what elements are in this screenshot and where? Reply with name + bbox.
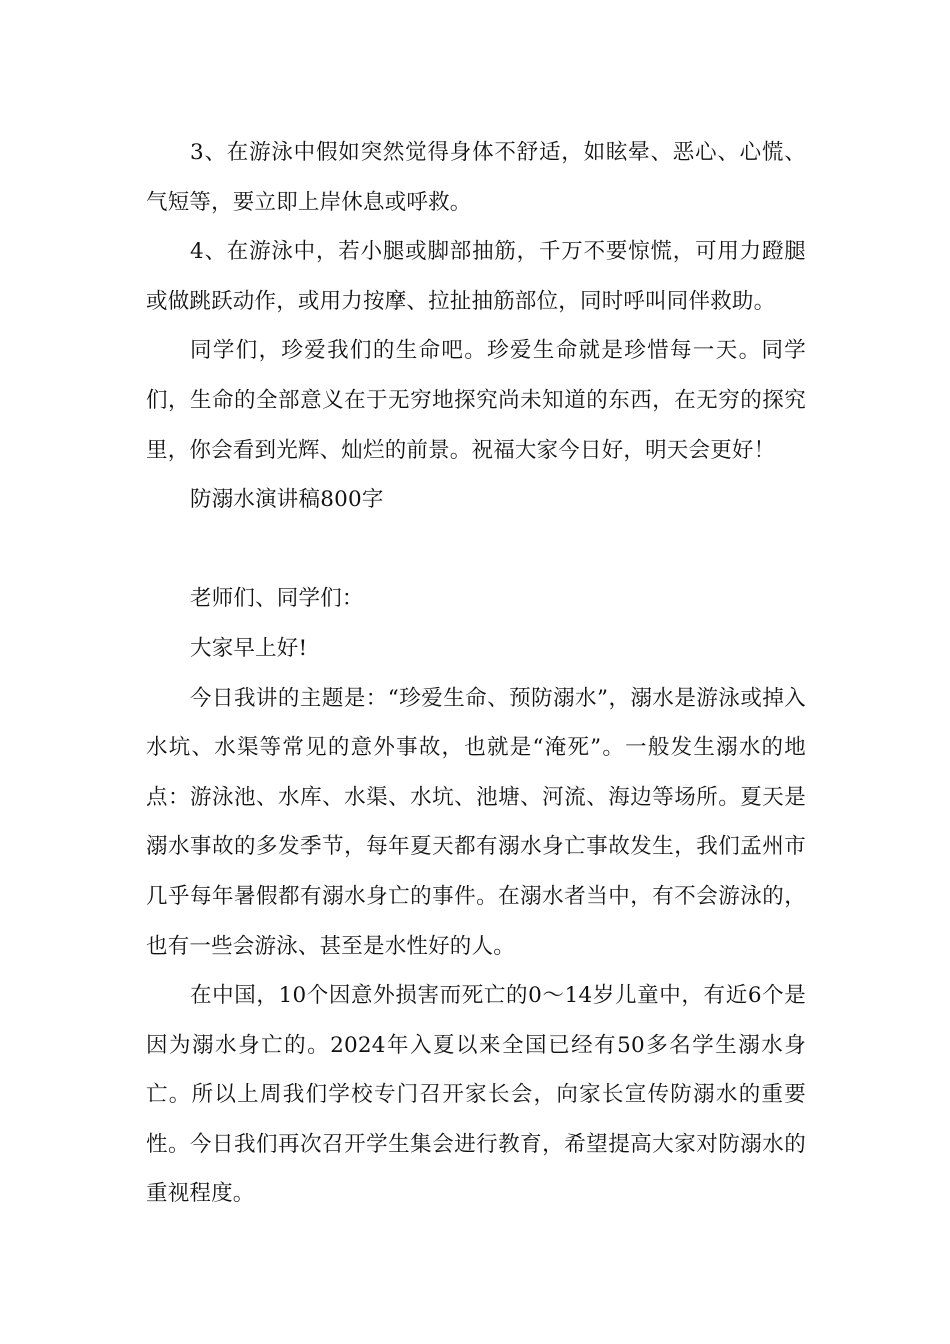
paragraph-topic: 今日我讲的主题是：“珍爱生命、预防溺水”，溺水是游泳或掉入水坑、水渠等常见的意外事故，也就是“淹死”。一般发生溺水的地点：游泳池、水库、水渠、水坑、池塘、河流、海边等场所。夏天是溺水事故的多发季节，每年夏天都有溺水身亡事故发生，我们孟州市几乎每年暑假都有溺水身亡的事件。在溺水者当中，有不会游泳的，也有一些会游泳、甚至是水性好的人。 [146, 685, 806, 959]
salutation: 老师们、同学们： [190, 586, 364, 612]
greeting: 大家早上好! [190, 635, 308, 661]
paragraph-tip-3: 3、在游泳中假如突然觉得身体不舒适，如眩晕、恶心、心慌、气短等，要立即上岸休息或呼救。 [146, 140, 806, 215]
paragraph-closing: 同学们，珍爱我们的生命吧。珍爱生命就是珍惜每一天。同学们，生命的全部意义在于无穷地探究尚未知道的东西，在无穷的探究里，你会看到光辉、灿烂的前景。祝福大家今日好，明天会更好！ [146, 338, 806, 463]
document-body [146, 128, 806, 1219]
section-title: 防溺水演讲稿800字 [190, 487, 384, 513]
paragraph-statistics: 在中国，10个因意外损害而死亡的0～14岁儿童中，有近6个是因为溺水身亡的。2024年入夏以来全国已经有50多名学生溺水身亡。所以上周我们学校专门召开家长会，向家长宣传防溺水的重要性。今日我们再次召开学生集会进行教育，希望提高大家对防溺水的重视程度。 [146, 983, 806, 1207]
paragraph-tip-4: 4、在游泳中，若小腿或脚部抽筋，千万不要惊慌，可用力蹬腿或做跳跃动作，或用力按摩、拉扯抽筋部位，同时呼叫同伴救助。 [146, 239, 806, 314]
